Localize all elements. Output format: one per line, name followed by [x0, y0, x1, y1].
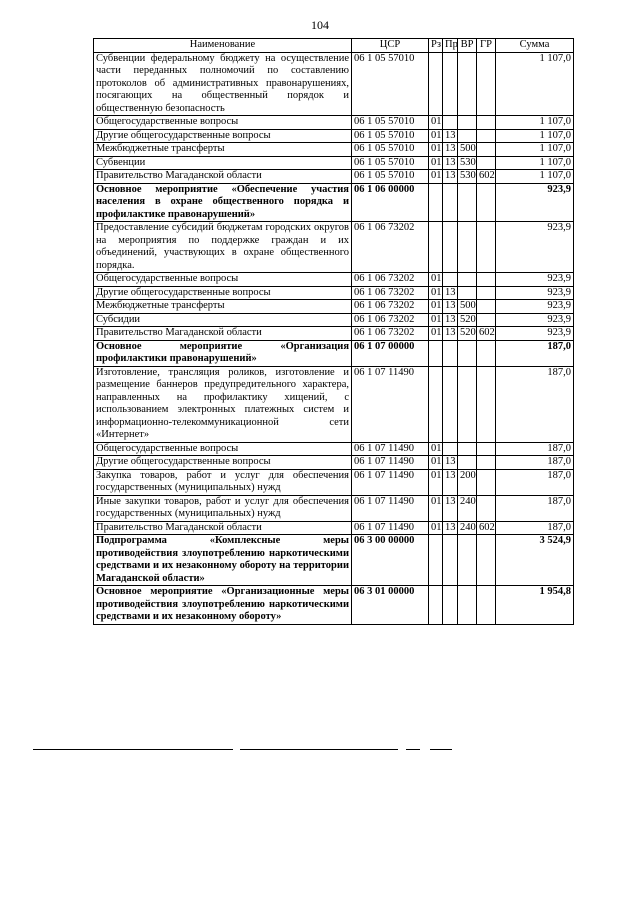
cell-rz: 01 — [429, 313, 443, 327]
cell-gr — [477, 535, 496, 586]
cell-rz — [429, 366, 443, 442]
cell-name: Иные закупки товаров, работ и услуг для обеспечения государственных (муниципальных) нужд — [94, 495, 352, 521]
cell-name: Межбюджетные трансферты — [94, 143, 352, 157]
cell-pr — [443, 366, 458, 442]
cell-gr — [477, 129, 496, 143]
cell-sum: 1 107,0 — [496, 143, 574, 157]
cell-gr — [477, 442, 496, 456]
cell-csr: 06 1 06 73202 — [352, 286, 429, 300]
cell-name: Общегосударственные вопросы — [94, 442, 352, 456]
cell-sum: 1 107,0 — [496, 129, 574, 143]
cell-vr: 200 — [458, 469, 477, 495]
budget-table — [93, 38, 574, 625]
cell-name: Субвенции федеральному бюджету на осуществление части переданных полномочий по составлению протоколов об административных правонарушениях, посягающих на общественный порядок и общественную безопасность — [94, 52, 352, 116]
cell-vr — [458, 286, 477, 300]
cell-vr — [458, 366, 477, 442]
cell-vr — [458, 129, 477, 143]
cell-rz — [429, 340, 443, 366]
footer-line — [240, 749, 398, 750]
table-row — [94, 183, 574, 222]
table-row — [94, 300, 574, 314]
cell-vr — [458, 586, 477, 625]
cell-gr — [477, 273, 496, 287]
table-row — [94, 156, 574, 170]
cell-vr: 240 — [458, 495, 477, 521]
cell-csr: 06 1 06 73202 — [352, 273, 429, 287]
cell-rz: 01 — [429, 273, 443, 287]
cell-name: Основное мероприятие «Обеспечение участия населения в охране общественного порядка и профилактике правонарушений» — [94, 183, 352, 222]
cell-pr — [443, 273, 458, 287]
cell-csr: 06 1 06 73202 — [352, 327, 429, 341]
cell-gr — [477, 156, 496, 170]
cell-name: Предоставление субсидий бюджетам городских округов на мероприятия по поддержке граждан и их объединений, участвующих в охране общественного порядка. — [94, 222, 352, 273]
cell-pr — [443, 222, 458, 273]
header-name: Наименование — [94, 39, 352, 53]
cell-vr — [458, 442, 477, 456]
cell-vr — [458, 52, 477, 116]
cell-name: Субсидии — [94, 313, 352, 327]
cell-pr: 13 — [443, 286, 458, 300]
cell-vr — [458, 340, 477, 366]
cell-gr — [477, 366, 496, 442]
cell-rz: 01 — [429, 170, 443, 184]
cell-pr: 13 — [443, 170, 458, 184]
cell-pr — [443, 586, 458, 625]
cell-csr: 06 1 06 73202 — [352, 300, 429, 314]
table-header-row — [94, 39, 574, 53]
cell-rz — [429, 183, 443, 222]
table-row — [94, 327, 574, 341]
cell-vr: 520 — [458, 313, 477, 327]
header-pr: Пр — [443, 39, 458, 53]
cell-rz: 01 — [429, 442, 443, 456]
cell-name: Субвенции — [94, 156, 352, 170]
cell-csr: 06 1 07 11490 — [352, 456, 429, 470]
table-row — [94, 521, 574, 535]
cell-name: Правительство Магаданской области — [94, 327, 352, 341]
header-vr: ВР — [458, 39, 477, 53]
cell-gr — [477, 52, 496, 116]
cell-pr: 13 — [443, 327, 458, 341]
cell-rz: 01 — [429, 469, 443, 495]
cell-pr — [443, 340, 458, 366]
cell-pr: 13 — [443, 300, 458, 314]
cell-name: Межбюджетные трансферты — [94, 300, 352, 314]
table-row — [94, 442, 574, 456]
cell-pr — [443, 535, 458, 586]
table-row — [94, 143, 574, 157]
cell-csr: 06 1 06 73202 — [352, 313, 429, 327]
cell-vr: 530 — [458, 156, 477, 170]
cell-pr: 13 — [443, 143, 458, 157]
table-row — [94, 340, 574, 366]
cell-csr: 06 1 07 11490 — [352, 469, 429, 495]
cell-csr: 06 3 01 00000 — [352, 586, 429, 625]
cell-sum: 923,9 — [496, 286, 574, 300]
cell-rz: 01 — [429, 495, 443, 521]
cell-csr: 06 1 06 00000 — [352, 183, 429, 222]
cell-gr — [477, 313, 496, 327]
cell-csr: 06 1 05 57010 — [352, 116, 429, 130]
cell-vr: 520 — [458, 327, 477, 341]
cell-name: Общегосударственные вопросы — [94, 273, 352, 287]
cell-rz: 01 — [429, 456, 443, 470]
cell-csr: 06 1 07 11490 — [352, 521, 429, 535]
footer-line — [33, 749, 233, 750]
cell-csr: 06 3 00 00000 — [352, 535, 429, 586]
cell-vr — [458, 116, 477, 130]
cell-csr: 06 1 05 57010 — [352, 129, 429, 143]
cell-csr: 06 1 07 11490 — [352, 495, 429, 521]
cell-gr: 602 — [477, 327, 496, 341]
cell-rz: 01 — [429, 129, 443, 143]
cell-rz: 01 — [429, 156, 443, 170]
cell-gr — [477, 469, 496, 495]
cell-name: Общегосударственные вопросы — [94, 116, 352, 130]
cell-vr: 240 — [458, 521, 477, 535]
cell-sum: 187,0 — [496, 456, 574, 470]
cell-gr — [477, 116, 496, 130]
cell-csr: 06 1 07 11490 — [352, 442, 429, 456]
cell-sum: 187,0 — [496, 521, 574, 535]
cell-pr: 13 — [443, 313, 458, 327]
cell-vr — [458, 273, 477, 287]
table-row — [94, 469, 574, 495]
cell-vr — [458, 535, 477, 586]
cell-pr: 13 — [443, 495, 458, 521]
cell-sum: 1 107,0 — [496, 52, 574, 116]
table-row — [94, 286, 574, 300]
cell-rz: 01 — [429, 327, 443, 341]
table-row — [94, 313, 574, 327]
cell-csr: 06 1 05 57010 — [352, 52, 429, 116]
cell-name: Правительство Магаданской области — [94, 170, 352, 184]
table-row — [94, 456, 574, 470]
cell-gr: 602 — [477, 170, 496, 184]
cell-rz: 01 — [429, 521, 443, 535]
table-row — [94, 273, 574, 287]
header-csr: ЦСР — [352, 39, 429, 53]
cell-sum: 923,9 — [496, 300, 574, 314]
cell-gr — [477, 300, 496, 314]
cell-gr — [477, 340, 496, 366]
cell-gr — [477, 183, 496, 222]
cell-name: Другие общегосударственные вопросы — [94, 456, 352, 470]
cell-sum: 923,9 — [496, 222, 574, 273]
header-rz: Рз — [429, 39, 443, 53]
table-row — [94, 129, 574, 143]
cell-pr — [443, 116, 458, 130]
cell-rz: 01 — [429, 143, 443, 157]
table-row — [94, 170, 574, 184]
cell-vr — [458, 222, 477, 273]
page-number: 104 — [311, 18, 329, 32]
cell-name: Подпрограмма «Комплексные меры противодействия злоупотреблению наркотическими средствами и их незаконному обороту на территории Магаданской области» — [94, 535, 352, 586]
cell-sum: 923,9 — [496, 327, 574, 341]
footer-line — [430, 749, 452, 750]
cell-sum: 187,0 — [496, 469, 574, 495]
cell-rz — [429, 535, 443, 586]
cell-vr: 500 — [458, 143, 477, 157]
header-gr: ГР — [477, 39, 496, 53]
cell-name: Другие общегосударственные вопросы — [94, 286, 352, 300]
cell-sum: 1 954,8 — [496, 586, 574, 625]
cell-sum: 187,0 — [496, 495, 574, 521]
cell-rz: 01 — [429, 300, 443, 314]
cell-name: Изготовление, трансляция роликов, изготовление и размещение баннеров предупредительного характера, направленных на профилактику хищений, с использованием электронных платежных систем и информационно-телекоммуникационной сети «Интернет» — [94, 366, 352, 442]
cell-sum: 187,0 — [496, 442, 574, 456]
cell-gr — [477, 586, 496, 625]
cell-name: Другие общегосударственные вопросы — [94, 129, 352, 143]
cell-csr: 06 1 07 11490 — [352, 366, 429, 442]
cell-gr: 602 — [477, 521, 496, 535]
cell-rz — [429, 586, 443, 625]
cell-sum: 1 107,0 — [496, 170, 574, 184]
cell-name: Основное мероприятие «Организация профилактики правонарушений» — [94, 340, 352, 366]
cell-pr: 13 — [443, 456, 458, 470]
cell-csr: 06 1 05 57010 — [352, 156, 429, 170]
cell-sum: 923,9 — [496, 313, 574, 327]
cell-gr — [477, 286, 496, 300]
table-row — [94, 52, 574, 116]
cell-rz — [429, 52, 443, 116]
cell-sum: 187,0 — [496, 340, 574, 366]
table-row — [94, 116, 574, 130]
table-row — [94, 366, 574, 442]
cell-sum: 187,0 — [496, 366, 574, 442]
cell-sum: 923,9 — [496, 273, 574, 287]
cell-name: Правительство Магаданской области — [94, 521, 352, 535]
cell-gr — [477, 456, 496, 470]
cell-pr: 13 — [443, 129, 458, 143]
cell-vr — [458, 456, 477, 470]
table-row — [94, 586, 574, 625]
cell-rz: 01 — [429, 116, 443, 130]
cell-csr: 06 1 05 57010 — [352, 143, 429, 157]
cell-vr: 500 — [458, 300, 477, 314]
table-row — [94, 495, 574, 521]
cell-pr — [443, 52, 458, 116]
cell-csr: 06 1 05 57010 — [352, 170, 429, 184]
table-row — [94, 535, 574, 586]
cell-sum: 3 524,9 — [496, 535, 574, 586]
cell-rz — [429, 222, 443, 273]
cell-csr: 06 1 06 73202 — [352, 222, 429, 273]
cell-gr — [477, 143, 496, 157]
cell-vr — [458, 183, 477, 222]
cell-gr — [477, 222, 496, 273]
footer-line — [406, 749, 420, 750]
cell-pr: 13 — [443, 521, 458, 535]
cell-pr — [443, 183, 458, 222]
table-row — [94, 222, 574, 273]
cell-gr — [477, 495, 496, 521]
table-body — [94, 52, 574, 624]
cell-csr: 06 1 07 00000 — [352, 340, 429, 366]
cell-sum: 1 107,0 — [496, 156, 574, 170]
cell-name: Основное мероприятие «Организационные меры противодействия злоупотреблению наркотическими средствами и их незаконному обороту» — [94, 586, 352, 625]
cell-rz: 01 — [429, 286, 443, 300]
cell-sum: 923,9 — [496, 183, 574, 222]
cell-vr: 530 — [458, 170, 477, 184]
cell-pr: 13 — [443, 156, 458, 170]
cell-pr: 13 — [443, 469, 458, 495]
cell-sum: 1 107,0 — [496, 116, 574, 130]
cell-name: Закупка товаров, работ и услуг для обеспечения государственных (муниципальных) нужд — [94, 469, 352, 495]
cell-pr — [443, 442, 458, 456]
header-sum: Сумма — [496, 39, 574, 53]
